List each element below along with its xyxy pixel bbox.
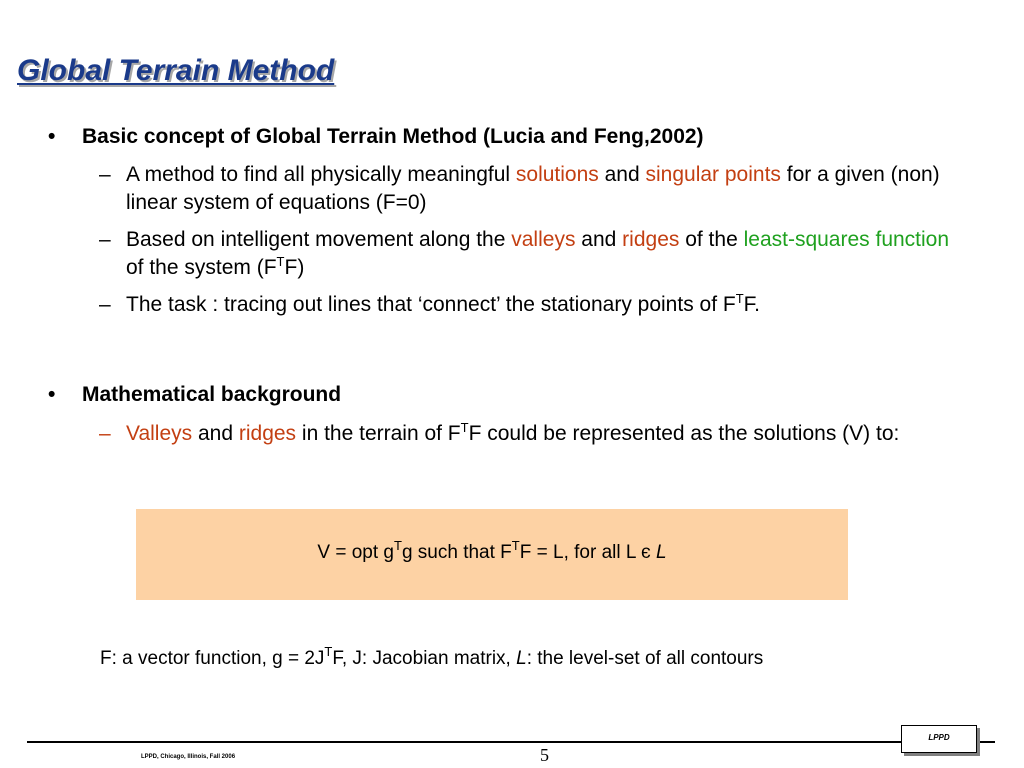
lppd-logo [901, 725, 977, 753]
page-number: 5 [540, 745, 549, 765]
sub-bullet-valleys-ridges [99, 420, 966, 448]
bullet-marker: • [48, 125, 56, 148]
footer-divider [27, 741, 995, 743]
superscript: T [276, 254, 285, 269]
text: F: a vector function, g = 2J [100, 648, 325, 669]
text: and [192, 422, 239, 445]
highlight-ridges: ridges [238, 422, 297, 445]
logo-text: LPPD [928, 733, 950, 742]
text: V = opt g [317, 542, 394, 563]
text: Based on intelligent movement along the [126, 228, 512, 251]
definitions-line [100, 644, 764, 670]
sub-bullet-method-description [99, 161, 966, 217]
text: in the terrain of F [296, 422, 461, 445]
dash-marker: – [99, 163, 111, 186]
highlight-valleys: Valleys [126, 422, 193, 445]
highlight-least-squares: least-squares function [743, 228, 950, 251]
superscript: T [460, 420, 469, 435]
text: and [575, 228, 623, 251]
superscript: T [511, 538, 520, 553]
text: of the system (F [126, 256, 277, 279]
text: F) [284, 256, 305, 279]
italic-level-set-symbol: L [516, 648, 527, 669]
sub-bullet-task [99, 291, 966, 319]
text: : the level-set of all contours [526, 648, 764, 669]
text: for a given (non) linear system of equations (F=0) [126, 163, 940, 214]
equation [136, 538, 848, 564]
superscript: T [324, 644, 333, 659]
slide-title: Global Terrain Method [17, 54, 335, 87]
text: A method to find all physically meaningful [126, 163, 516, 186]
highlight-valleys: valleys [511, 228, 576, 251]
text: g such that F [401, 542, 512, 563]
dash-marker: – [99, 293, 111, 316]
footer-text: LPPD, Chicago, Illinois, Fall 2006 [141, 754, 236, 760]
epsilon-symbol: є [641, 542, 651, 563]
text: F. [743, 293, 761, 316]
superscript: T [735, 291, 744, 306]
bullet-basic-concept [48, 125, 704, 149]
text: F could be represented as the solutions (V) to: [468, 422, 900, 445]
bullet-text: Mathematical background [82, 383, 342, 406]
sub-bullet-intelligent-movement [99, 226, 966, 282]
highlight-solutions: solutions [515, 163, 599, 186]
equation-box [136, 509, 848, 600]
highlight-ridges: ridges [622, 228, 680, 251]
dash-marker: – [99, 422, 111, 445]
bullet-text: Basic concept of Global Terrain Method (Lucia and Feng,2002) [82, 125, 704, 148]
dash-marker: – [99, 228, 111, 251]
text: and [598, 163, 646, 186]
italic-level-set-symbol: L [656, 542, 667, 563]
bullet-mathematical-background [48, 383, 342, 407]
text: F = L, for all L [519, 542, 642, 563]
bullet-marker: • [48, 383, 56, 406]
text: of the [679, 228, 744, 251]
highlight-singular-points: singular points [645, 163, 781, 186]
superscript: T [394, 538, 402, 553]
text: The task : tracing out lines that ‘connect’ the stationary points of F [126, 293, 736, 316]
text: F, J: Jacobian matrix, [332, 648, 517, 669]
